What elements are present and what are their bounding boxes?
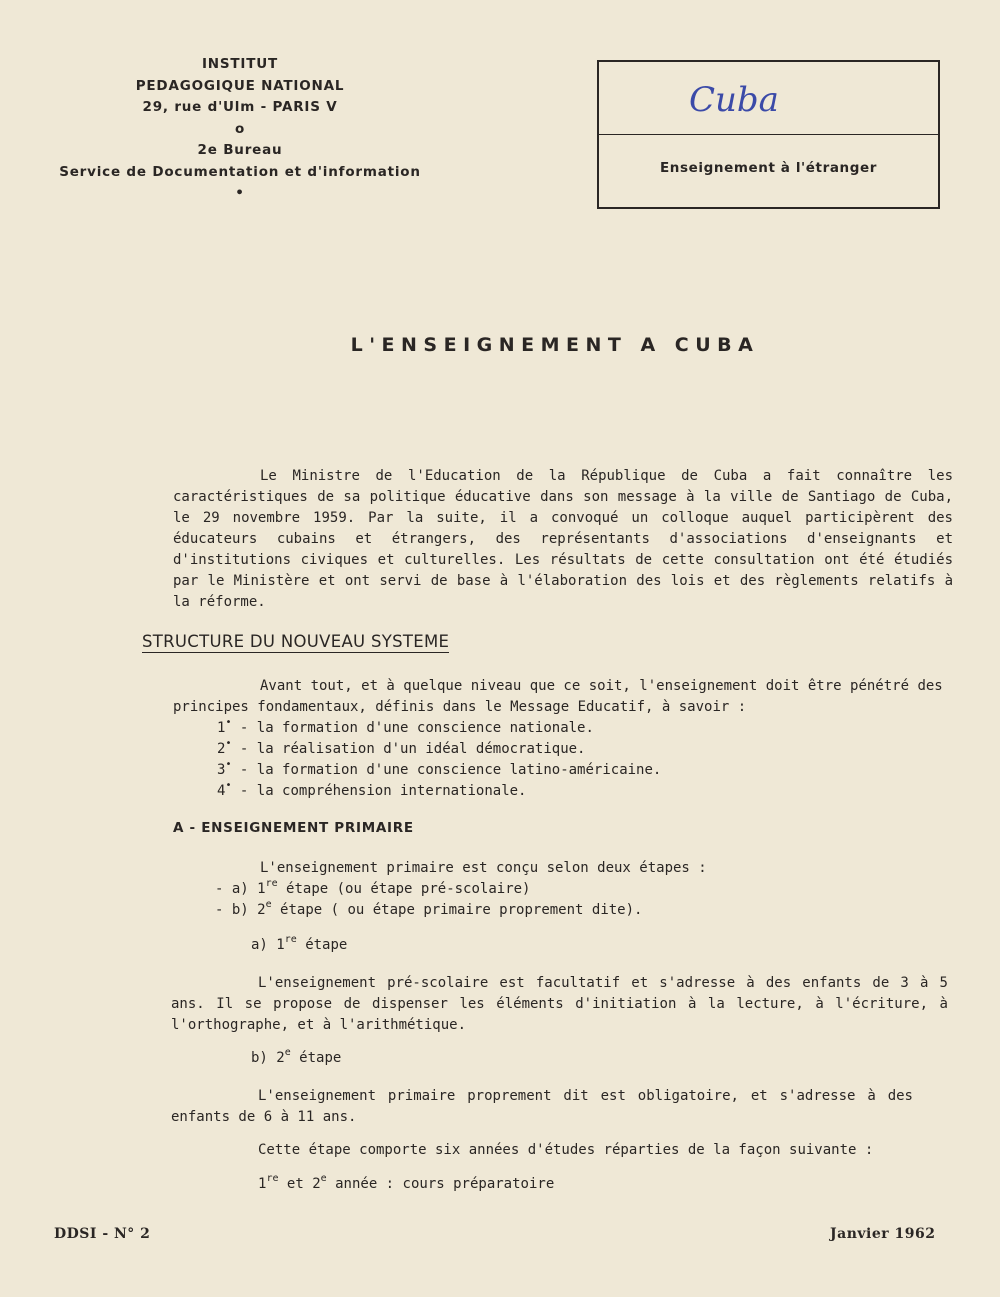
- institute-service: Service de Documentation et d'information: [59, 163, 421, 180]
- intro-text: Le Ministre de l'Education de la République de Cuba a fait connaître les caractéristiques de sa politique éducative dans son message à la ville de Santiago de Cuba, le 29 novembre 1959. Par la suite, il a convoqué un colloque auquel participèrent des éducateurs cubains et étrangers, des représentants d'associations d'enseignants et d'institutions civiques et culturelles. Les résultats de cette consultation ont été étudiés par le Ministère et ont servi de base à l'élaboration des lois et des règlements relatifs à la réforme.: [173, 468, 953, 610]
- handwritten-annotation: Cuba: [689, 80, 779, 120]
- stage-b-text: L'enseignement primaire proprement dit est obligatoire, et s'adresse à des enfants de 6 à 11 ans.: [171, 1088, 913, 1125]
- bullet: •: [235, 185, 245, 201]
- box-label: Enseignement à l'étranger: [659, 160, 878, 176]
- stage-b-paragraph: [171, 1086, 913, 1128]
- institute-header: [40, 54, 440, 205]
- stage-a-paragraph: [171, 973, 948, 1036]
- institute-line: PEDAGOGIQUE NATIONAL: [135, 77, 345, 94]
- year-line: 1re et 2e année : cours préparatoire: [258, 1173, 555, 1192]
- institute-address: 29, rue d'Ulm - PARIS V: [142, 99, 338, 115]
- institute-line: INSTITUT: [201, 56, 279, 72]
- list-item: 1• - la formation d'une conscience nationale.: [217, 717, 594, 736]
- institute-bureau: 2e Bureau: [197, 142, 283, 158]
- footer-reference: DDSI - N° 2: [54, 1226, 151, 1242]
- intro-paragraph: [173, 466, 953, 613]
- list-item: 3• - la formation d'une conscience latino-américaine.: [217, 759, 662, 778]
- principles-intro-text: Avant tout, et à quelque niveau que ce soit, l'enseignement doit être pénétré des principes fondamentaux, définis dans le Message Educatif, à savoir :: [173, 678, 943, 715]
- primary-intro: L'enseignement primaire est conçu selon deux étapes :: [260, 860, 707, 876]
- list-item: 4• - la compréhension internationale.: [217, 780, 527, 799]
- stage-a-line: - a) 1re étape (ou étape pré-scolaire): [215, 878, 531, 897]
- stage-b-line: - b) 2e étape ( ou étape primaire proprement dite).: [215, 899, 643, 918]
- stage-a-heading: a) 1re étape: [251, 934, 348, 953]
- section-heading: STRUCTURE DU NOUVEAU SYSTEME: [142, 632, 450, 651]
- principles-intro: [173, 676, 943, 718]
- list-item: 2• - la réalisation d'un idéal démocratique.: [217, 738, 586, 757]
- classification-box: [597, 60, 940, 209]
- sub-heading-primary: A - ENSEIGNEMENT PRIMAIRE: [173, 820, 414, 836]
- document-title: L'ENSEIGNEMENT A CUBA: [350, 334, 760, 356]
- footer-date: Janvier 1962: [830, 1226, 936, 1242]
- stage-a-text: L'enseignement pré-scolaire est facultatif et s'adresse à des enfants de 3 à 5 ans. Il se propose de dispenser les éléments d'initiation à la lecture, à l'écriture, à l'orthographe, et à l'arithmétique.: [171, 975, 948, 1033]
- institute-line: o: [234, 120, 246, 137]
- box-divider: [599, 134, 938, 135]
- principles-list: [217, 718, 661, 802]
- years-intro: Cette étape comporte six années d'études réparties de la façon suivante :: [258, 1142, 874, 1158]
- stage-b-heading: b) 2e étape: [251, 1047, 342, 1066]
